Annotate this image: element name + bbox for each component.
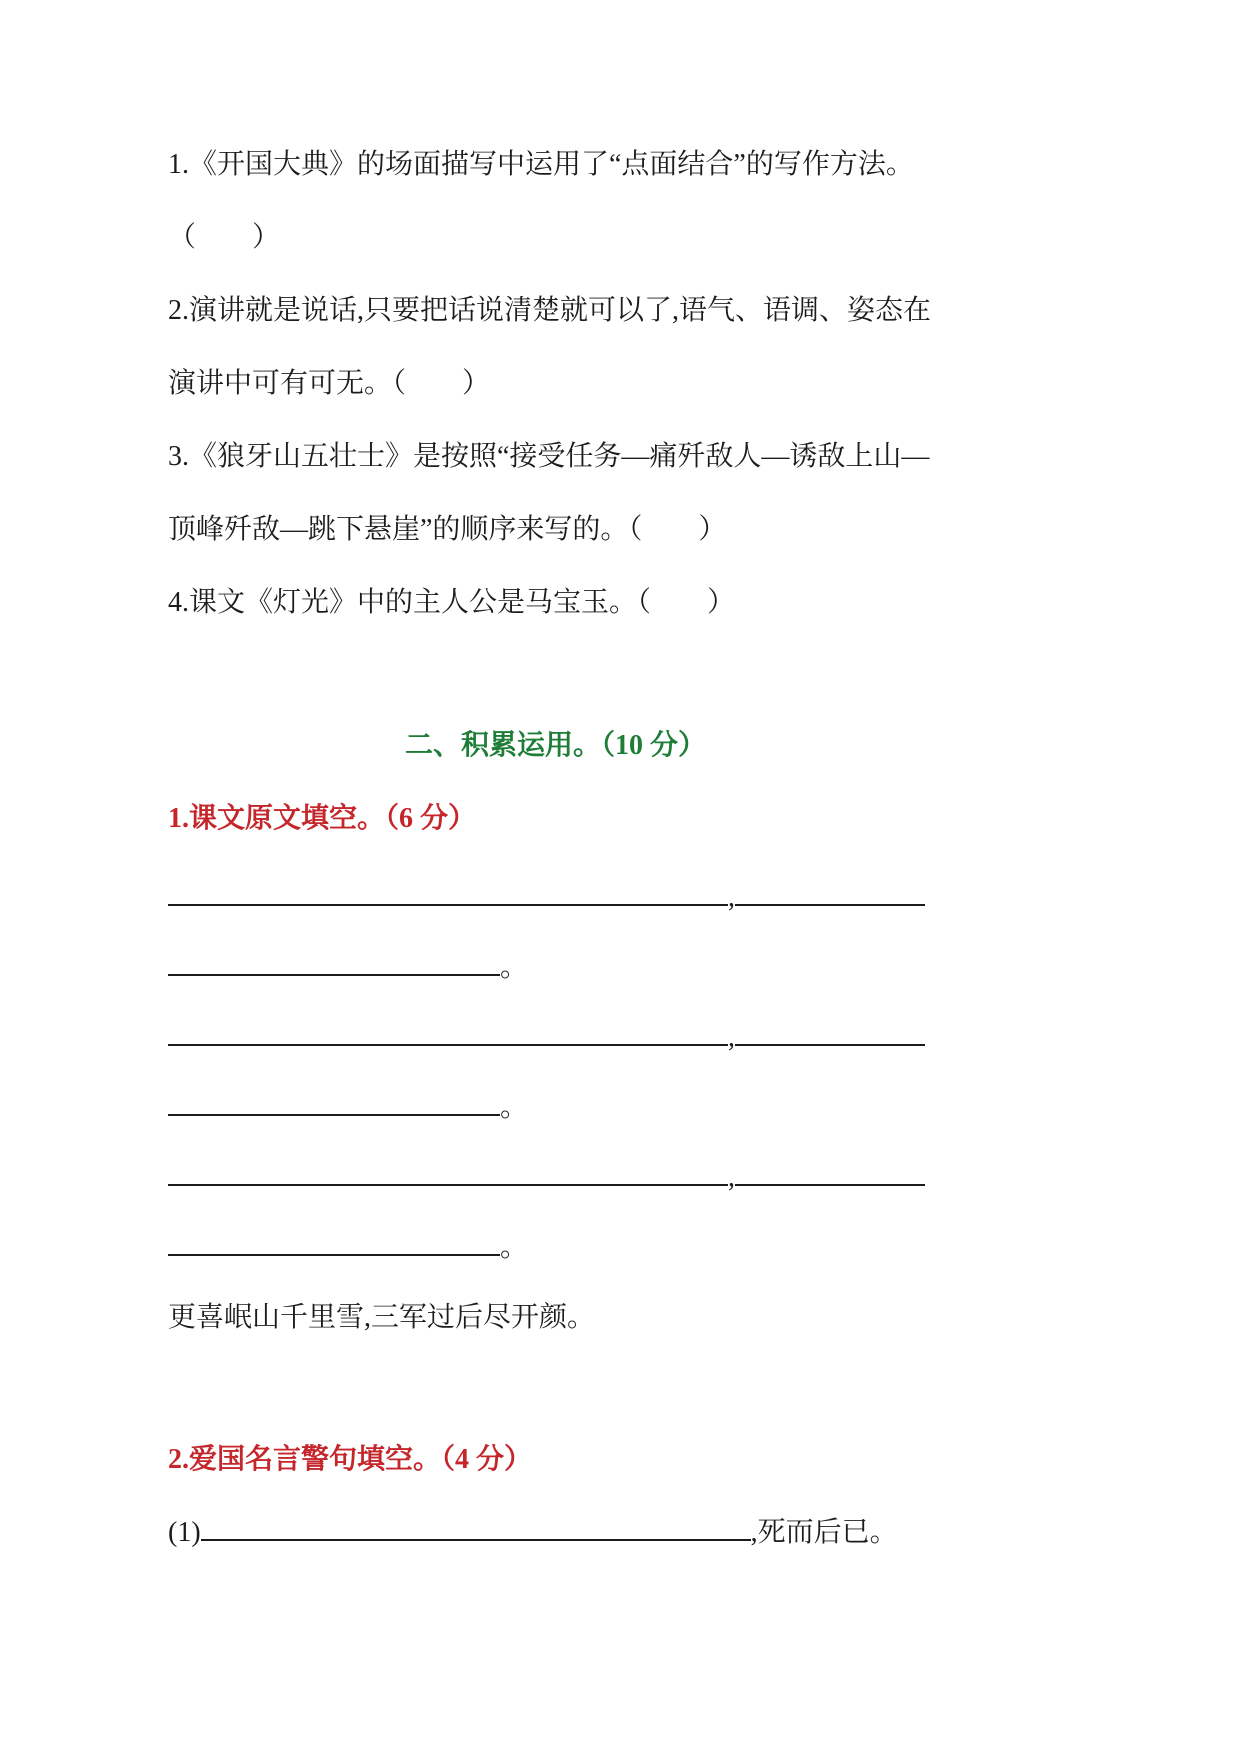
blank-underline [201, 1538, 751, 1541]
fill-blank-row-3b [168, 1213, 943, 1283]
blank-underline [168, 973, 500, 976]
quote-item-number: (1) [168, 1517, 201, 1548]
blank-underline [168, 1113, 500, 1116]
period-mark: 。 [500, 1092, 529, 1123]
page-content [168, 128, 943, 1569]
judge-question-1-answer-parentheses: （ ） [168, 222, 281, 253]
judge-question-2-line-2: 演讲中可有可无。（ ） [168, 368, 491, 399]
period-mark: 。 [500, 952, 529, 983]
blank-underline [168, 1043, 728, 1046]
judge-question-4: 4.课文《灯光》中的主人公是马宝玉。（ ） [168, 587, 736, 618]
quote-item-1 [168, 1496, 943, 1569]
judge-question-3-line-1: 3.《狼牙山五壮士》是按照“接受任务—痛歼敌人—诱敌上山— [168, 441, 930, 472]
poem-given-line: 更喜岷山千里雪,三军过后尽开颜。 [168, 1302, 596, 1333]
blank-underline [168, 1253, 500, 1256]
fill-blank-row-2b [168, 1073, 943, 1143]
comma-separator: , [728, 1162, 735, 1193]
blank-underline [735, 1043, 925, 1046]
blank-underline [168, 903, 728, 906]
comma-separator: , [728, 1022, 735, 1053]
judge-question-2-line-1: 2.演讲就是说话,只要把话说清楚就可以了,语气、语调、姿态在 [168, 295, 932, 326]
fill-blank-row-2a [168, 1003, 943, 1073]
fill-blank-row-1b [168, 933, 943, 1003]
judge-question-3-line-2: 顶峰歼敌—跳下悬崖”的顺序来写的。（ ） [168, 514, 727, 545]
fill-blank-group [168, 863, 943, 1283]
blank-underline [168, 1183, 728, 1186]
quote-item-suffix: ,死而后已。 [750, 1517, 898, 1548]
subsection-heading-patriotic-quotes: 2.爱国名言警句填空。（4 分） [168, 1444, 533, 1475]
blank-underline [735, 903, 925, 906]
comma-separator: , [728, 882, 735, 913]
fill-blank-row-3a [168, 1143, 943, 1213]
judge-question-1-line-1: 1.《开国大典》的场面描写中运用了“点面结合”的写作方法。 [168, 149, 914, 180]
section-heading-accumulate: 二、积累运用。（10 分） [404, 730, 706, 761]
subsection-heading-fill-original-text: 1.课文原文填空。（6 分） [168, 803, 477, 834]
period-mark: 。 [500, 1232, 529, 1263]
blank-underline [735, 1183, 925, 1186]
fill-blank-row-1a [168, 863, 943, 933]
